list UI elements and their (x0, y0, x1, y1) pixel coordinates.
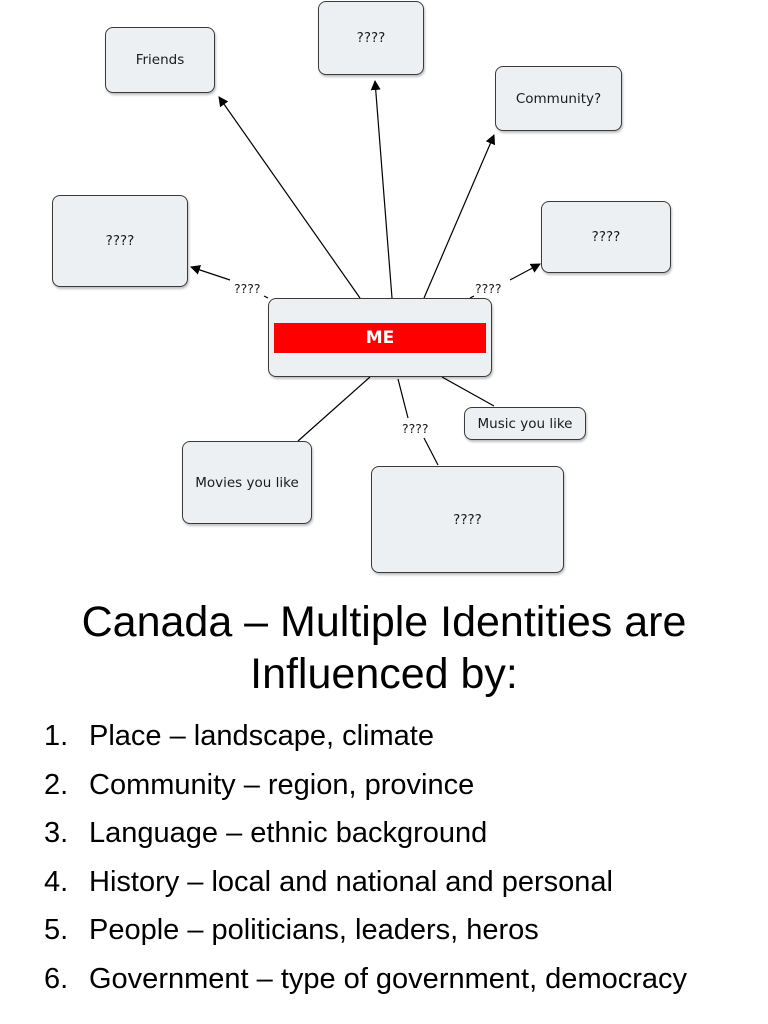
list-item-text: Place – landscape, climate (89, 720, 434, 752)
slide-title: Canada – Multiple Identities are Influenced by: (81, 598, 687, 698)
connector-friends (219, 97, 360, 298)
node-community: Community? (495, 66, 622, 131)
list-item-number: 6. (44, 962, 69, 995)
list-item (44, 761, 756, 810)
identity-factor-list (44, 712, 756, 1004)
link-label-left: ???? (234, 281, 261, 296)
connector-bottom-unknown-b (424, 438, 438, 465)
list-item-number: 4. (44, 865, 69, 898)
list-item-text: Government – type of government, democracy (89, 962, 688, 995)
list-item-number: 5. (44, 914, 69, 947)
connector-bottom-unknown-a (398, 379, 408, 418)
connector-top-unknown (375, 81, 392, 298)
list-item-number: 1. (44, 720, 69, 752)
connector-community (424, 135, 494, 298)
list-item-text: People – politicians, leaders, heros (89, 914, 539, 947)
me-label: ME (274, 323, 486, 353)
list-item (44, 712, 756, 761)
node-friends: Friends (105, 27, 215, 93)
connector-movies (298, 377, 370, 441)
list-item (44, 809, 756, 858)
list-item-text: Community – region, province (89, 768, 475, 801)
connector-left-unknown-b (191, 267, 230, 280)
connector-music (442, 377, 494, 406)
list-item-text: History – local and national and personal (89, 865, 613, 898)
node-left-unknown: ???? (52, 195, 188, 287)
node-music: Music you like (464, 407, 586, 440)
node-right-unknown: ???? (541, 201, 671, 273)
connector-left-unknown-a (264, 296, 268, 298)
node-bottom-unknown: ???? (371, 466, 564, 573)
list-item (44, 858, 756, 907)
node-me (268, 298, 492, 377)
list-item (44, 955, 756, 1004)
node-movies: Movies you like (182, 441, 312, 524)
list-item-number: 3. (44, 817, 69, 850)
list-item-text: Language – ethnic background (89, 817, 488, 850)
link-label-bottom: ???? (402, 421, 429, 436)
connector-right-unknown-b (510, 264, 540, 280)
node-top-unknown: ???? (318, 1, 424, 75)
list-item-number: 2. (44, 768, 69, 801)
list-item (44, 906, 756, 955)
link-label-right: ???? (475, 281, 502, 296)
